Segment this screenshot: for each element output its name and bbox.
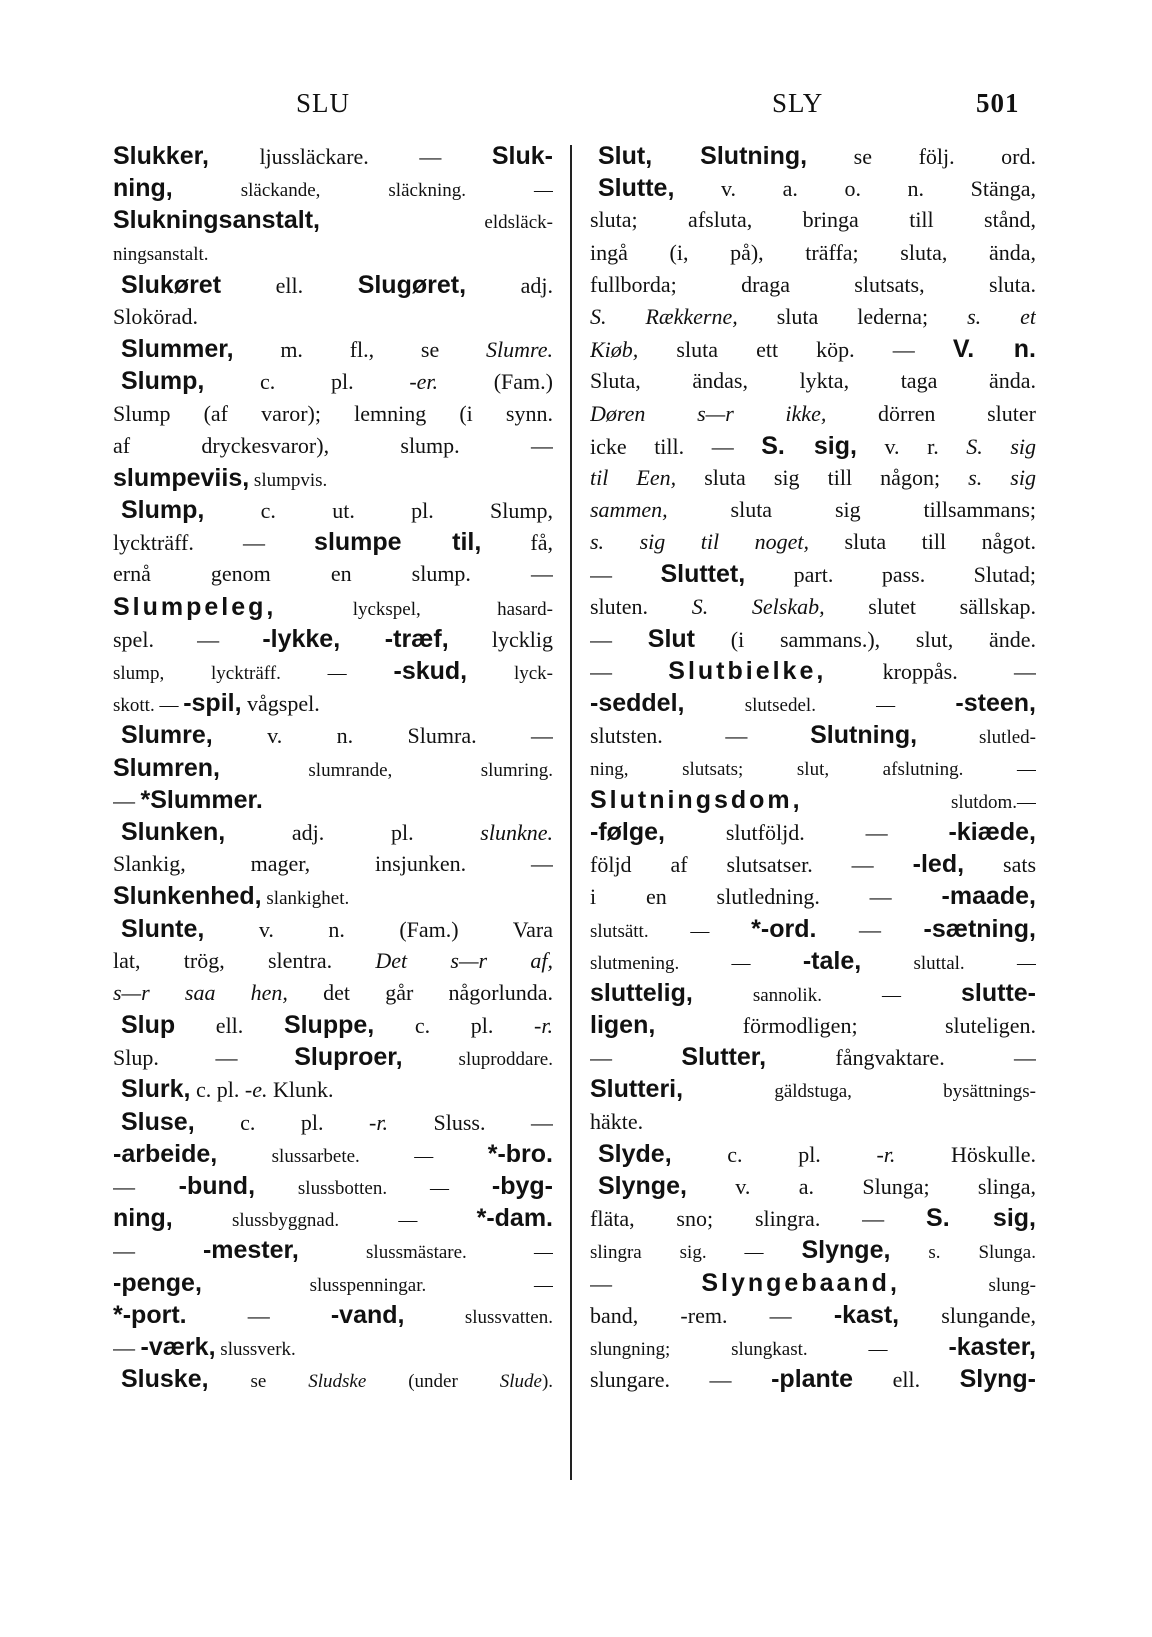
definition: slungande, bbox=[899, 1302, 1036, 1328]
entry-line bbox=[590, 623, 1036, 655]
entry-line bbox=[590, 945, 1036, 977]
headword: *-port. bbox=[113, 1300, 187, 1329]
definition: sluta ett köp. — bbox=[638, 337, 953, 363]
entry-line bbox=[113, 1138, 553, 1170]
definition: slutsätt. — bbox=[590, 920, 752, 942]
definition: sluproddare. bbox=[402, 1049, 553, 1071]
entry-line bbox=[113, 591, 553, 623]
headword: Slyngebaand, bbox=[701, 1268, 900, 1297]
entry-line bbox=[590, 462, 1036, 494]
definition: Slup. — bbox=[113, 1045, 295, 1071]
headword: Slut, Slutning, bbox=[598, 142, 808, 170]
definition: lat, trög, slentra. bbox=[113, 947, 376, 973]
headword: -tale, bbox=[802, 946, 862, 975]
entry-line bbox=[590, 1009, 1036, 1041]
definition: slutsedel. — bbox=[684, 695, 956, 717]
definition: fullborda; draga slutsats, sluta. bbox=[590, 271, 1036, 297]
definition: Höskulle. bbox=[895, 1141, 1036, 1167]
example: s—r saa hen, bbox=[113, 979, 288, 1005]
definition: — bbox=[590, 626, 648, 652]
entry-line bbox=[113, 1234, 553, 1266]
definition: slung- bbox=[899, 1274, 1036, 1296]
headword: Slukøret bbox=[121, 270, 222, 299]
entry-line bbox=[590, 848, 1036, 880]
definition: slungning; slungkast. — bbox=[590, 1338, 949, 1360]
definition: det går någorlunda. bbox=[287, 979, 553, 1005]
definition: — bbox=[113, 1174, 179, 1199]
definition: lyckspel, hasard- bbox=[276, 598, 553, 620]
headword: -værk, bbox=[140, 1332, 216, 1361]
entry-line bbox=[590, 977, 1036, 1009]
entry-line bbox=[590, 558, 1036, 590]
headword: -plante bbox=[771, 1365, 854, 1394]
headword: sluttelig, bbox=[590, 978, 693, 1007]
entry-line bbox=[590, 591, 1036, 623]
definition: ning, slutsats; slut, afslutning. — bbox=[590, 758, 1036, 780]
entry-line bbox=[113, 655, 553, 687]
entry-line bbox=[590, 784, 1036, 816]
headword: -mester, bbox=[202, 1236, 299, 1265]
headword: Slutteri, bbox=[590, 1075, 684, 1104]
definition: Sluss. — bbox=[388, 1109, 553, 1135]
inflection: -r. bbox=[876, 1141, 896, 1167]
headword: -byg- bbox=[491, 1172, 553, 1200]
definition: c. pl. bbox=[671, 1141, 877, 1167]
headword: Slunte, bbox=[121, 914, 205, 943]
entry-line bbox=[113, 172, 553, 204]
definition: lyckträff. — bbox=[113, 530, 315, 556]
entry-line bbox=[590, 237, 1036, 269]
headword: slutte- bbox=[961, 978, 1036, 1007]
definition: slussbotten. — bbox=[255, 1178, 492, 1199]
entry-line bbox=[590, 398, 1036, 430]
headword: Sluske, bbox=[121, 1365, 209, 1394]
entry-line bbox=[590, 1331, 1036, 1363]
entry-line bbox=[113, 623, 553, 655]
definition: följd af slutsatser. — bbox=[590, 852, 913, 878]
entry-line bbox=[113, 1202, 553, 1234]
definition: få, bbox=[481, 530, 553, 556]
entry-line bbox=[113, 977, 553, 1009]
entry-line bbox=[590, 752, 1036, 784]
headword: Slyng- bbox=[959, 1365, 1036, 1394]
example: Kiøb, bbox=[590, 337, 639, 363]
entry-line bbox=[113, 430, 553, 462]
headword: Slurk, bbox=[121, 1075, 191, 1104]
example: til Een, bbox=[590, 464, 677, 490]
definition: — bbox=[113, 1334, 141, 1360]
headword: Sluk- bbox=[491, 142, 553, 170]
definition: af dryckesvaror), slump. — bbox=[113, 432, 553, 458]
entry-line bbox=[590, 430, 1036, 462]
entry-line bbox=[113, 204, 553, 236]
headword: Slump, bbox=[121, 367, 205, 396]
definition: c. ut. pl. Slump, bbox=[204, 498, 553, 524]
definition: (i sammans.), slut, ände. bbox=[694, 626, 1036, 652]
definition: Slankig, mager, insjunken. — bbox=[113, 851, 553, 877]
headword: V. n. bbox=[952, 335, 1036, 364]
definition: ningsanstalt. bbox=[113, 243, 209, 265]
headword: ning, bbox=[113, 1204, 173, 1233]
example: S. Selskab, bbox=[691, 593, 825, 619]
definition: sluta lederna; bbox=[737, 303, 968, 329]
entry-line bbox=[590, 494, 1036, 526]
headword: -kiæde, bbox=[948, 817, 1036, 846]
entry-line bbox=[590, 655, 1036, 687]
inflection: slunkne. bbox=[480, 819, 553, 845]
headword: -sætning, bbox=[923, 914, 1036, 943]
definition: slussarbete. — bbox=[217, 1145, 488, 1167]
definition: slutmening. — bbox=[590, 952, 803, 974]
headword: Slukker, bbox=[113, 142, 209, 170]
entry-line bbox=[590, 1363, 1036, 1395]
headword: Slugøret, bbox=[357, 270, 467, 299]
example: S. Rækkerne, bbox=[590, 303, 738, 329]
definition: c. pl. bbox=[374, 1013, 535, 1039]
entry-line bbox=[590, 1234, 1036, 1266]
headword: -spil, bbox=[183, 689, 242, 718]
headword: -seddel, bbox=[590, 689, 685, 718]
headword: *Slummer. bbox=[140, 785, 263, 814]
running-head-right: SLY bbox=[772, 88, 824, 118]
headword: S. sig, bbox=[926, 1204, 1036, 1233]
definition: slump, lyckträff. — bbox=[113, 663, 394, 684]
entry-line bbox=[113, 1073, 553, 1105]
definition: adj. bbox=[466, 272, 553, 298]
entry-line bbox=[590, 1202, 1036, 1234]
entry-line bbox=[113, 913, 553, 945]
definition: ell. bbox=[853, 1367, 960, 1393]
entry-line bbox=[590, 719, 1036, 751]
headword: -kaster, bbox=[948, 1332, 1036, 1361]
headword: *-bro. bbox=[487, 1139, 553, 1168]
definition: — bbox=[113, 1238, 203, 1264]
example: s. sig bbox=[968, 464, 1036, 490]
entry-line bbox=[113, 1331, 553, 1363]
definition: vågspel. bbox=[241, 691, 320, 717]
column-divider bbox=[570, 145, 572, 1480]
headword: Slumre, bbox=[121, 721, 213, 750]
entry-line bbox=[590, 269, 1036, 301]
inflection: -r. bbox=[534, 1013, 553, 1039]
headword: Slutbielke, bbox=[668, 657, 827, 685]
headword: Slumren, bbox=[113, 753, 220, 782]
definition: slingra sig. — bbox=[590, 1242, 802, 1264]
definition: sluten. bbox=[590, 593, 692, 619]
entry-line bbox=[113, 301, 553, 333]
headword: -led, bbox=[912, 850, 965, 879]
entry-line bbox=[590, 1138, 1036, 1170]
entry-line bbox=[113, 269, 553, 301]
headword: Slutningsdom, bbox=[590, 785, 803, 814]
definition: ). bbox=[541, 1371, 553, 1393]
definition: slumrande, slumring. bbox=[219, 759, 553, 781]
entry-line bbox=[590, 913, 1036, 945]
definition: slusspenningar. — bbox=[201, 1274, 553, 1296]
headword: Slutning, bbox=[810, 721, 918, 750]
definition: v. a. Slunga; slinga, bbox=[686, 1174, 1036, 1199]
headword: -penge, bbox=[113, 1268, 202, 1297]
definition: se följ. ord. bbox=[807, 144, 1036, 169]
entry-line bbox=[113, 398, 553, 430]
entry-line bbox=[590, 1267, 1036, 1299]
definition: v. a. o. n. Stänga, bbox=[674, 176, 1036, 202]
entry-line bbox=[590, 1299, 1036, 1331]
headword: Sluppe, bbox=[283, 1011, 375, 1040]
definition: släckande, släckning. — bbox=[172, 180, 553, 202]
definition: Slump (af varor); lemning (i synn. bbox=[113, 400, 553, 426]
headword: Slutter, bbox=[681, 1043, 767, 1072]
headword: Slup bbox=[121, 1011, 176, 1040]
entry-line bbox=[113, 1041, 553, 1073]
entry-line bbox=[113, 1363, 553, 1395]
right-column bbox=[590, 140, 1036, 1395]
entry-line bbox=[590, 140, 1036, 172]
entry-line bbox=[113, 1299, 553, 1331]
headword: Slut bbox=[647, 624, 695, 653]
headword: ligen, bbox=[590, 1011, 656, 1040]
definition: dörren sluter bbox=[826, 400, 1036, 426]
definition: (under bbox=[366, 1371, 500, 1393]
entry-line bbox=[590, 687, 1036, 719]
headword: -steen, bbox=[955, 689, 1036, 718]
definition: slutdom.— bbox=[802, 791, 1036, 813]
definition: spel. — bbox=[113, 626, 263, 652]
definition: sluta sig tillsammans; bbox=[667, 497, 1036, 523]
definition: c. pl. bbox=[194, 1109, 370, 1135]
definition: ljussläckare. — bbox=[208, 144, 492, 169]
definition: sluta till något. bbox=[809, 529, 1036, 555]
headword: Slump, bbox=[121, 496, 205, 525]
definition: ell. bbox=[175, 1013, 284, 1039]
definition: se bbox=[208, 1371, 309, 1393]
entry-line bbox=[113, 784, 553, 816]
entry-line bbox=[113, 365, 553, 397]
headword: -kast, bbox=[833, 1300, 900, 1329]
definition: slungare. — bbox=[590, 1367, 772, 1393]
entry-line bbox=[113, 237, 553, 269]
entry-line bbox=[590, 1073, 1036, 1105]
entry-line bbox=[590, 301, 1036, 333]
entry-line bbox=[590, 1106, 1036, 1138]
definition: Slokörad. bbox=[113, 303, 198, 329]
headword: Slumpeleg, bbox=[113, 592, 277, 621]
definition: ingå (i, på), träffa; sluta, ända, bbox=[590, 239, 1036, 265]
definition: m. fl., se bbox=[233, 337, 486, 363]
definition: — bbox=[816, 916, 924, 942]
headword: -arbeide, bbox=[113, 1139, 218, 1168]
entry-line bbox=[113, 687, 553, 719]
definition: sannolik. — bbox=[692, 984, 961, 1006]
headword: -følge, bbox=[590, 817, 665, 846]
entry-line bbox=[113, 140, 553, 172]
definition: slutsten. — bbox=[590, 723, 811, 749]
left-column bbox=[113, 140, 553, 1395]
definition: c. pl. bbox=[190, 1077, 245, 1103]
entry-line bbox=[113, 494, 553, 526]
definition: sluttal. — bbox=[861, 952, 1036, 974]
definition: Klunk. bbox=[267, 1077, 334, 1103]
cross-reference: Slude bbox=[499, 1371, 542, 1393]
definition: fläta, sno; slingra. — bbox=[590, 1206, 927, 1232]
example: sammen, bbox=[590, 497, 668, 523]
entry-line bbox=[113, 816, 553, 848]
headword: Slummer, bbox=[121, 335, 234, 364]
definition: v. n. (Fam.) Vara bbox=[204, 916, 553, 942]
entry-line bbox=[113, 558, 553, 590]
definition: i en slutledning. — bbox=[590, 884, 942, 910]
inflection: -e. bbox=[244, 1077, 268, 1103]
entry-line bbox=[113, 526, 553, 558]
definition: lycklig bbox=[448, 626, 553, 652]
entry-line bbox=[590, 816, 1036, 848]
entry-line bbox=[590, 1170, 1036, 1202]
definition: — bbox=[590, 562, 661, 588]
example: s. et bbox=[967, 303, 1036, 329]
headword: *-dam. bbox=[476, 1204, 553, 1233]
cross-reference: Slumre. bbox=[485, 337, 553, 363]
definition: slussverk. bbox=[215, 1338, 296, 1360]
definition: c. pl. bbox=[204, 369, 410, 395]
headword: -bund, bbox=[178, 1172, 256, 1200]
definition: — bbox=[113, 787, 141, 813]
definition: icke till. — bbox=[590, 433, 762, 459]
headword: S. sig, bbox=[761, 431, 857, 460]
definition: (Fam.) bbox=[438, 369, 553, 395]
entry-line bbox=[113, 1267, 553, 1299]
definition: — bbox=[590, 1270, 702, 1296]
definition: kroppås. — bbox=[826, 659, 1036, 684]
running-head-left: SLU bbox=[296, 88, 351, 118]
definition: slussbyggnad. — bbox=[172, 1210, 477, 1232]
page-number: 501 bbox=[976, 88, 1020, 118]
definition: skott. — bbox=[113, 695, 184, 717]
entry-line bbox=[590, 880, 1036, 912]
headword: -maade, bbox=[941, 882, 1036, 911]
definition: band, -rem. — bbox=[590, 1302, 834, 1328]
definition: s. Slunga. bbox=[890, 1242, 1036, 1264]
headword: Slynge, bbox=[801, 1236, 891, 1265]
headword: Slynge, bbox=[598, 1172, 687, 1200]
definition: förmodligen; sluteligen. bbox=[655, 1013, 1036, 1039]
definition: slutled- bbox=[917, 727, 1036, 749]
definition: ernå genom en slump. — bbox=[113, 561, 553, 587]
definition: adj. pl. bbox=[225, 819, 481, 845]
entry-line bbox=[113, 1009, 553, 1041]
definition: slutföljd. — bbox=[665, 819, 949, 845]
definition: eldsläck- bbox=[319, 212, 553, 234]
headword: Slukningsanstalt, bbox=[113, 206, 320, 235]
headword: Slunkenhed, bbox=[113, 882, 262, 911]
definition: — bbox=[590, 659, 669, 684]
entry-line bbox=[113, 848, 553, 880]
entry-line bbox=[590, 333, 1036, 365]
cross-reference: Sludske bbox=[308, 1371, 367, 1393]
entry-line bbox=[113, 1170, 553, 1202]
definition: slankighet. bbox=[261, 888, 350, 910]
definition: ell. bbox=[221, 272, 358, 298]
headword: Sluttet, bbox=[660, 560, 746, 589]
example: Det s—r af, bbox=[375, 947, 553, 973]
definition: slussvatten. bbox=[404, 1306, 553, 1328]
entry-line bbox=[590, 1041, 1036, 1073]
headword: -vand, bbox=[330, 1300, 405, 1329]
definition: lyck- bbox=[467, 663, 553, 684]
entry-line bbox=[113, 752, 553, 784]
example: s. sig til noget, bbox=[590, 529, 810, 555]
entry-line bbox=[113, 945, 553, 977]
definition: slussmästare. — bbox=[298, 1242, 553, 1264]
definition: v. n. Slumra. — bbox=[212, 723, 553, 749]
entry-line bbox=[113, 333, 553, 365]
definition: slutet sällskap. bbox=[824, 593, 1036, 619]
definition: sluta sig till någon; bbox=[676, 464, 969, 490]
headword: Sluproer, bbox=[294, 1043, 403, 1072]
definition: fångvaktare. — bbox=[766, 1045, 1036, 1071]
entry-line bbox=[113, 880, 553, 912]
headword: Slutte, bbox=[598, 174, 675, 203]
definition: v. r. bbox=[856, 433, 967, 459]
definition: häkte. bbox=[590, 1108, 644, 1134]
headword: *-ord. bbox=[751, 914, 817, 943]
entry-line bbox=[113, 1106, 553, 1138]
entry-line bbox=[113, 719, 553, 751]
entry-line bbox=[590, 204, 1036, 236]
headword: ning, bbox=[113, 174, 173, 203]
headword: Sluse, bbox=[121, 1107, 195, 1136]
definition: Sluta, ändas, lykta, taga ända. bbox=[590, 368, 1036, 394]
definition: sats bbox=[964, 852, 1036, 878]
definition: — bbox=[186, 1302, 331, 1328]
headword: -lykke, -træf, bbox=[262, 624, 449, 653]
headword: slumpe til, bbox=[314, 528, 482, 557]
definition: slumpvis. bbox=[249, 469, 328, 491]
headword: -skud, bbox=[393, 657, 468, 685]
headword: Slunken, bbox=[121, 817, 226, 846]
entry-line bbox=[590, 172, 1036, 204]
inflection: -er. bbox=[409, 369, 439, 395]
definition: sluta; afsluta, bringa till stånd, bbox=[590, 207, 1036, 233]
definition: gäldstuga, bysättnings- bbox=[683, 1081, 1036, 1103]
headword: Slyde, bbox=[598, 1139, 672, 1168]
entry-line bbox=[590, 526, 1036, 558]
example: S. sig bbox=[966, 433, 1036, 459]
definition: part. pass. Slutad; bbox=[745, 562, 1036, 588]
entry-line bbox=[113, 462, 553, 494]
headword: slumpeviis, bbox=[113, 463, 250, 492]
example: Døren s—r ikke, bbox=[590, 400, 827, 426]
definition: — bbox=[590, 1045, 682, 1071]
entry-line bbox=[590, 365, 1036, 397]
inflection: -r. bbox=[369, 1109, 388, 1135]
